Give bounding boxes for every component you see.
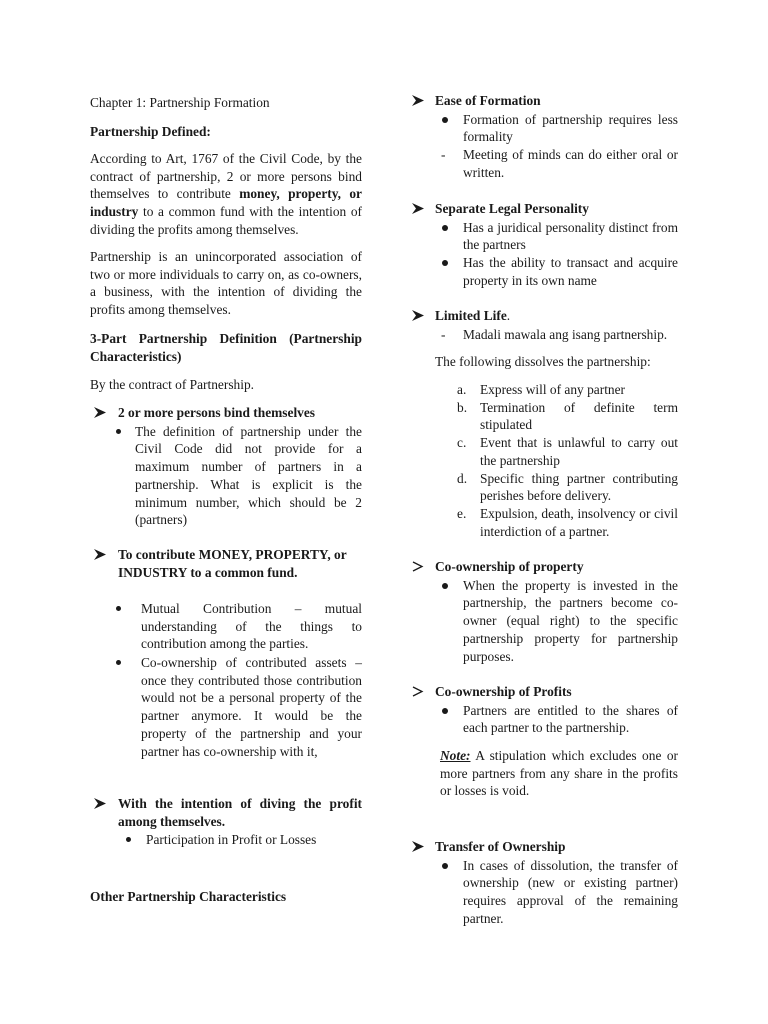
transfer-heading: Transfer of Ownership xyxy=(435,839,566,854)
definition-text-2: to a common fund with the intention of dividing the profits among themselves. xyxy=(90,204,362,237)
dissolves-intro: The following dissolves the partnership: xyxy=(435,354,651,369)
coprop-heading: Co-ownership of property xyxy=(435,559,584,574)
definition-bold-text: money, property, or industry xyxy=(90,186,362,220)
chapter-title: Chapter 1: Partnership Formation xyxy=(90,95,270,110)
transfer-of-ownership-section xyxy=(408,838,678,928)
dissolve-item-text: Express will of any partner xyxy=(480,382,626,397)
other-characteristics-heading: Other Partnership Characteristics xyxy=(90,889,287,904)
dissolve-item-letter: d. xyxy=(457,470,468,486)
separate-heading: Separate Legal Personality xyxy=(435,201,589,216)
coprof-heading: Co-ownership of Profits xyxy=(435,684,572,699)
dissolve-item xyxy=(408,399,678,434)
dissolve-item xyxy=(408,505,678,540)
ease-dash-text: Meeting of minds can do either oral or written. xyxy=(463,147,678,180)
bullet-icon xyxy=(116,429,121,434)
item2-bullet-1 xyxy=(90,600,362,653)
item2-heading: To contribute MONEY, PROPERTY, or INDUSTRY to a common fund. xyxy=(118,547,347,580)
dash-marker: - xyxy=(441,326,446,342)
separate-bullet1-text: Has a juridical personality distinct from the partners xyxy=(463,219,678,253)
definition-paragraph xyxy=(90,150,362,239)
dissolve-item-text: Event that is unlawful to carry out the partnership xyxy=(480,435,678,468)
dissolve-item-letter: c. xyxy=(457,435,467,451)
characteristic-item-1 xyxy=(90,404,362,529)
coprop-bullet-text: When the property is invested in the partnership, the partners become co-owner (equal right) to the specific partnership property for partnership purposes. xyxy=(463,577,678,664)
dissolve-item-letter: b. xyxy=(457,399,468,415)
bullet-icon xyxy=(442,583,448,589)
bullet-icon xyxy=(116,660,121,665)
separate-bullet2-text: Has the ability to transact and acquire property in its own name xyxy=(463,255,678,288)
arrow-bullet-icon xyxy=(412,841,426,853)
coprof-bullet-text: Partners are entitled to the shares of each partner to the partnership. xyxy=(463,702,678,736)
bullet-icon xyxy=(442,863,448,869)
limited-heading-period: . xyxy=(506,308,511,323)
item2-bullet1-text: Mutual Contribution – mutual understanding of the things to contribution among the parties. xyxy=(141,601,362,652)
item1-bullet-text: The definition of partnership under the Civil Code did not provide for a maximum number of partners in a partnership. What is explicit is the minimum number, which should be 2 (partners) xyxy=(135,423,362,528)
co-ownership-property-section xyxy=(408,558,678,665)
arrow-outline-icon xyxy=(412,561,426,573)
ease-bullet-text: Formation of partnership requires less formality xyxy=(463,111,678,145)
by-contract-text: By the contract of Partnership. xyxy=(90,377,254,392)
ease-of-formation-section xyxy=(408,92,678,182)
arrow-bullet-icon xyxy=(412,310,426,322)
bullet-icon xyxy=(442,117,448,123)
dissolve-item-letter: e. xyxy=(457,505,467,521)
item2-bullet-2 xyxy=(90,654,362,760)
association-paragraph: Partnership is an unincorporated association of two or more individuals to carry on, as co-owners, a business, with the intention of dividing the profits among themselves. xyxy=(90,249,362,318)
ease-heading: Ease of Formation xyxy=(435,93,541,108)
limited-dash-text: Madali mawala ang isang partnership. xyxy=(463,326,668,342)
arrow-bullet-icon xyxy=(94,407,108,419)
dissolve-item-text: Specific thing partner contributing perishes before delivery. xyxy=(480,470,678,504)
transfer-bullet-text: In cases of dissolution, the transfer of ownership (new or existing partner) requires approval of the remaining partner. xyxy=(463,857,678,926)
bullet-icon xyxy=(442,225,448,231)
bullet-icon xyxy=(442,708,448,714)
dissolve-item xyxy=(408,434,678,469)
dash-marker: - xyxy=(441,147,446,163)
arrow-bullet-icon xyxy=(94,798,108,810)
characteristic-item-2 xyxy=(90,546,362,581)
separate-legal-personality-section xyxy=(408,200,678,290)
partnership-defined-heading: Partnership Defined: xyxy=(90,124,211,139)
dissolve-item xyxy=(408,381,678,399)
item3-heading: With the intention of diving the profit among themselves. xyxy=(118,796,362,829)
three-part-heading: 3-Part Partnership Definition (Partnership Characteristics) xyxy=(90,331,362,364)
item3-bullet-text: Participation in Profit or Losses xyxy=(146,832,317,848)
note-label: Note: xyxy=(440,748,471,763)
characteristic-item-3 xyxy=(90,795,362,849)
limited-life-section xyxy=(408,307,678,343)
definition-text-1: According to Art, 1767 of the Civil Code, by the contract of partnership, 2 or more persons bind themselves to contribute xyxy=(90,151,362,202)
dissolve-list xyxy=(408,381,678,540)
dissolve-item-letter: a. xyxy=(457,382,467,397)
arrow-outline-icon xyxy=(412,686,426,698)
arrow-bullet-icon xyxy=(412,203,426,215)
arrow-bullet-icon xyxy=(94,549,108,561)
item1-heading: 2 or more persons bind themselves xyxy=(118,405,316,420)
dissolve-item-text: Termination of definite term stipulated xyxy=(480,399,678,433)
limited-heading: Limited Life xyxy=(435,308,507,323)
item2-bullet2-text: Co-ownership of contributed assets – once they contributed those contribution would not be a personal property of the partner anymore. It would be the property of the partnership and your partner has co-ownership with it, xyxy=(141,655,362,759)
co-ownership-profits-section xyxy=(408,683,678,737)
bullet-icon xyxy=(442,260,448,266)
bullet-icon xyxy=(126,837,131,842)
note-paragraph xyxy=(440,747,678,800)
bullet-icon xyxy=(116,606,121,611)
note-text: A stipulation which excludes one or more partners from any share in the profits or losses is void. xyxy=(440,748,678,799)
dissolve-item-text: Expulsion, death, insolvency or civil interdiction of a partner. xyxy=(480,505,678,539)
arrow-bullet-icon xyxy=(412,95,426,107)
dissolve-item xyxy=(408,470,678,505)
